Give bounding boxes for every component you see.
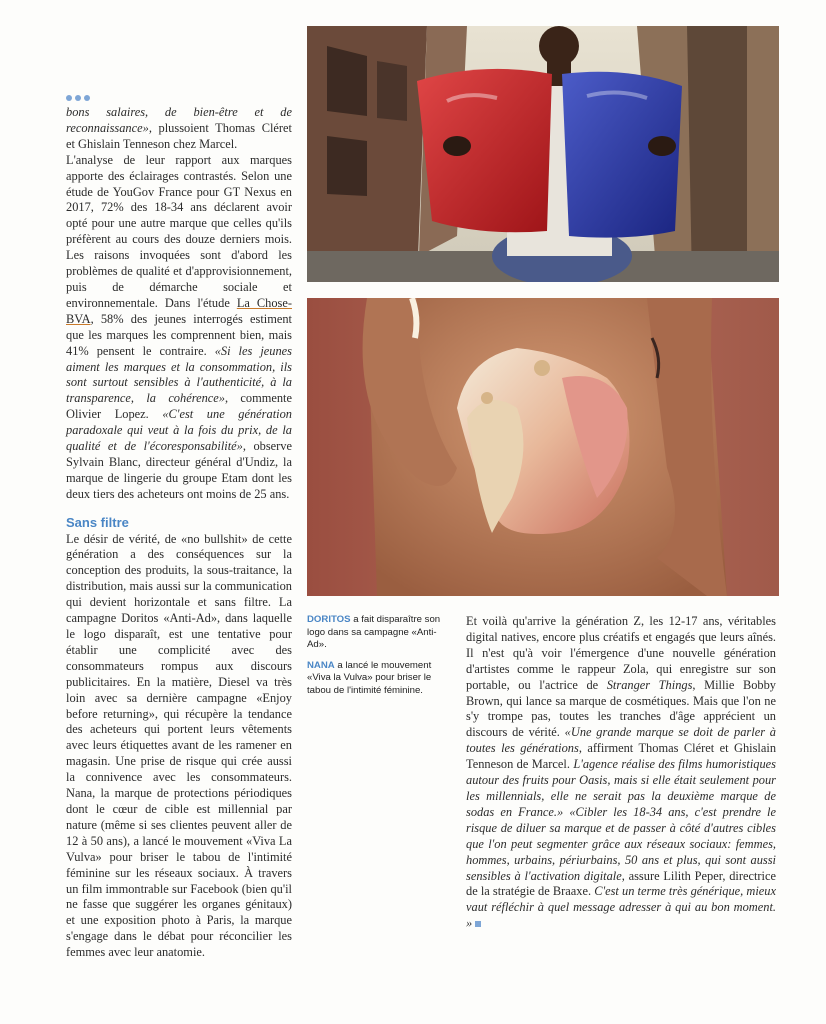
- paragraph: Le désir de vérité, de «no bullshit» de cette génération a des conséquences sur la conception des produits, la sous-traitance, la distribution, mais aussi sur la communication qui devient horizontale et sans filtre. La campagne Doritos «Anti-Ad», dans laquelle le logo disparaît, est une tentative pour établir une complicité avec des consommateurs rompus aux discours publicitaires. En la matière, Diesel va très loin avec sa dernière campagne «Enjoy before returning», qui récupère la tendance des acheteurs qui portent leurs vêtements avec leurs étiquettes avant de les ramener en magasin. Une prise de risque qui crée aussi la connivence avec les consommateurs. Nana, la marque de protections périodiques dont le cœur de cible est millennial par nature (même si ses clientes peuvent aller de 12 à 50 ans), a lancé le mouvement «Viva La Vulva» pour briser le tabou de l'intimité féminine sur les réseaux sociaux. À travers un film immontrable sur Facebook (bien qu'il ne fasse que suggérer les organes génitaux) et une exposition photo à Paris, la marque s'engage dans le débat pour réconcilier les femmes avec leur anatomie.: [66, 531, 292, 960]
- article-column-3: [466, 614, 776, 932]
- section-heading: Sans filtre: [66, 514, 129, 530]
- doritos-campaign-photo: [307, 26, 779, 282]
- paragraph: Et voilà qu'arrive la génération Z, les 12-17 ans, véritables digital natives, encore plus créatifs et engagés que leurs aînés. Il n'est qu'à voir l'émergence d'une nouvelle génération d'artistes comme le rappeur Zola, qui enregistre sur son portable, ou l'actrice de Stranger Things, Millie Bobby Brown, qui lance sa marque de cosmétiques. Mais que l'on ne s'y trompe pas, toutes les tranches d'âge apprécient un discours de vérité. «Une grande marque se doit de parler à toutes les générations, affirment Thomas Cléret et Ghislain Tenneson de Marcel. L'agence réalise des films humoristiques autour des fruits pour Oasis, mais si elle était seulement pour les millennials, elle ne serait pas la deuxième marque de sodas en France.» «Cibler les 18-34 ans, c'est prendre le risque de diluer sa marque et de passer à côté d'autres cibles que l'on peut segmenter grâce aux réseaux sociaux: femmes, hommes, urbains, périurbains, 50 ans et plus, qui sont aussi sensibles à l'activation digitale, assure Lilith Peper, directrice de la stratégie de Braaxe. C'est un terme très générique, mieux vaut réfléchir à quel message adresser à qui au bon moment. »: [466, 614, 777, 931]
- article-column-1: [66, 105, 292, 961]
- section-dots: [66, 95, 90, 101]
- photo-captions: [307, 614, 447, 706]
- nana-campaign-photo: [307, 298, 779, 596]
- paragraph: L'analyse de leur rapport aux marques apporte des éclairages contrastés. Selon une étude de YouGov France pour GT Nexus en 2017, 72% des 18-34 ans déclarent avoir opté pour une autre marque que celles qu'ils préfèrent au cours des douze derniers mois. Les raisons invoquées sont d'abord les problèmes de qualité et d'approvisionnement, puis de démarche sociale et environnementale. Dans l'étude La Chose-BVA, 58% des jeunes interrogés estiment que les marques les comprennent bien, mais 41% pensent le contraire. «Si les jeunes aiment les marques et la consommation, ils sont surtout sensibles à l'authenticité, à la transparence, la cohérence», commente Olivier Lopez. «C'est une génération paradoxale qui veut à la fois du prix, de la qualité et de l'écoresponsabilité», observe Sylvain Blanc, directeur général d'Undiz, la marque de lingerie du groupe Etam dont les deux tiers des acheteurs ont moins de 25 ans.: [66, 152, 293, 501]
- paragraph: bons salaires, de bien-être et de reconnaissance», plussoient Thomas Cléret et Ghislain Tenneson chez Marcel.: [66, 105, 292, 151]
- caption-nana: NANA a lancé le mouvement «Viva la Vulva» pour briser le tabou de l'intimité féminine.: [307, 659, 432, 696]
- caption-doritos: DORITOS a fait disparaître son logo dans sa campagne «Anti-Ad».: [307, 614, 441, 651]
- end-mark-icon: [475, 921, 481, 927]
- study-link[interactable]: La Chose-BVA: [66, 295, 292, 326]
